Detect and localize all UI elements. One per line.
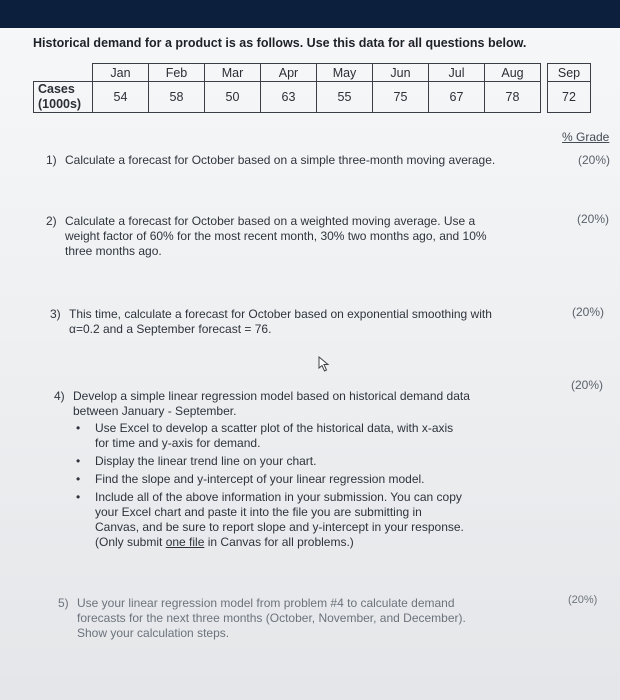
bullet-icon: • bbox=[76, 421, 81, 435]
demand-value: 75 bbox=[373, 82, 429, 113]
month-header: Mar bbox=[205, 64, 261, 82]
question-text-line: Show your calculation steps. bbox=[77, 626, 230, 640]
question-text-line: Use your linear regression model from problem #4 to calculate demand bbox=[77, 596, 455, 610]
row-label-line: (1000s) bbox=[38, 97, 82, 111]
list-item bbox=[73, 421, 470, 451]
demand-value: 72 bbox=[548, 82, 591, 113]
question-text-line: Develop a simple linear regression model based on historical demand data bbox=[73, 389, 470, 403]
one-file-emphasis: one file bbox=[165, 535, 205, 549]
month-header: Feb bbox=[149, 64, 205, 82]
table-gap bbox=[541, 82, 548, 113]
month-header: Jun bbox=[373, 64, 429, 82]
top-bar bbox=[0, 0, 620, 28]
table-header-row bbox=[34, 64, 591, 82]
month-header: Sep bbox=[548, 64, 591, 82]
demand-value: 55 bbox=[317, 82, 373, 113]
bullet-text-line: Find the slope and y-intercept of your linear regression model. bbox=[95, 472, 425, 486]
list-item bbox=[73, 472, 470, 487]
row-label bbox=[34, 82, 93, 113]
question-weight: (20%) bbox=[577, 212, 610, 226]
month-header: Jan bbox=[93, 64, 149, 82]
month-header: May bbox=[317, 64, 373, 82]
month-header: Apr bbox=[261, 64, 317, 82]
question-weight: (20%) bbox=[578, 153, 611, 167]
question-text-line: forecasts for the next three months (October, November, and December). bbox=[77, 611, 466, 625]
list-item bbox=[73, 454, 470, 469]
bullet-text: (Only submit bbox=[95, 535, 166, 549]
question-text: Calculate a forecast for October based on a simple three-month moving average. bbox=[65, 153, 496, 167]
table-row bbox=[34, 82, 591, 113]
demand-table bbox=[33, 63, 591, 113]
question-number: 4) bbox=[54, 389, 65, 403]
bullet-list bbox=[73, 421, 470, 550]
question-number: 3) bbox=[50, 307, 61, 321]
mouse-cursor-icon bbox=[318, 356, 332, 372]
question-weight: (20%) bbox=[568, 594, 598, 606]
question-weight: (20%) bbox=[571, 378, 604, 392]
question-text-line: Calculate a forecast for October based on a weighted moving average. Use a bbox=[65, 214, 476, 228]
question-number: 1) bbox=[46, 153, 57, 167]
question-number: 2) bbox=[46, 214, 57, 228]
list-item bbox=[73, 490, 470, 550]
question-text-line: between January - September. bbox=[73, 404, 237, 418]
question-text-line: α=0.2 and a September forecast = 76. bbox=[69, 322, 272, 336]
bullet-text-line bbox=[95, 535, 470, 550]
question-weight: (20%) bbox=[572, 305, 605, 319]
demand-value: 58 bbox=[149, 82, 205, 113]
bullet-text-line: Include all of the above information in your submission. You can copy bbox=[95, 490, 462, 504]
bullet-icon: • bbox=[76, 490, 81, 504]
month-header: Aug bbox=[485, 64, 541, 82]
row-label-line: Cases bbox=[38, 82, 75, 96]
table-corner bbox=[34, 64, 93, 82]
grade-header: % Grade bbox=[562, 130, 610, 144]
bullet-text: in Canvas for all problems.) bbox=[204, 535, 354, 549]
demand-value: 54 bbox=[93, 82, 149, 113]
question-number: 5) bbox=[58, 596, 69, 610]
demand-value: 67 bbox=[429, 82, 485, 113]
page-title: Historical demand for a product is as follows. Use this data for all questions below. bbox=[33, 36, 527, 50]
question-text-line: weight factor of 60% for the most recent month, 30% two months ago, and 10% bbox=[65, 229, 487, 243]
bullet-text-line: your Excel chart and paste it into the file you are submitting in bbox=[95, 505, 422, 519]
bullet-icon: • bbox=[76, 472, 81, 486]
bullet-icon: • bbox=[76, 454, 81, 468]
bullet-text-line: for time and y-axis for demand. bbox=[95, 436, 261, 450]
bullet-text-line: Display the linear trend line on your chart. bbox=[95, 454, 317, 468]
demand-value: 63 bbox=[261, 82, 317, 113]
month-header: Jul bbox=[429, 64, 485, 82]
question-text-line: This time, calculate a forecast for October based on exponential smoothing with bbox=[69, 307, 492, 321]
demand-value: 78 bbox=[485, 82, 541, 113]
table-gap bbox=[541, 64, 548, 82]
bullet-text-line: Use Excel to develop a scatter plot of the historical data, with x-axis bbox=[95, 421, 454, 435]
question-text-line: three months ago. bbox=[65, 244, 162, 258]
bullet-text-line: Canvas, and be sure to report slope and y-intercept in your response. bbox=[95, 520, 464, 534]
demand-value: 50 bbox=[205, 82, 261, 113]
